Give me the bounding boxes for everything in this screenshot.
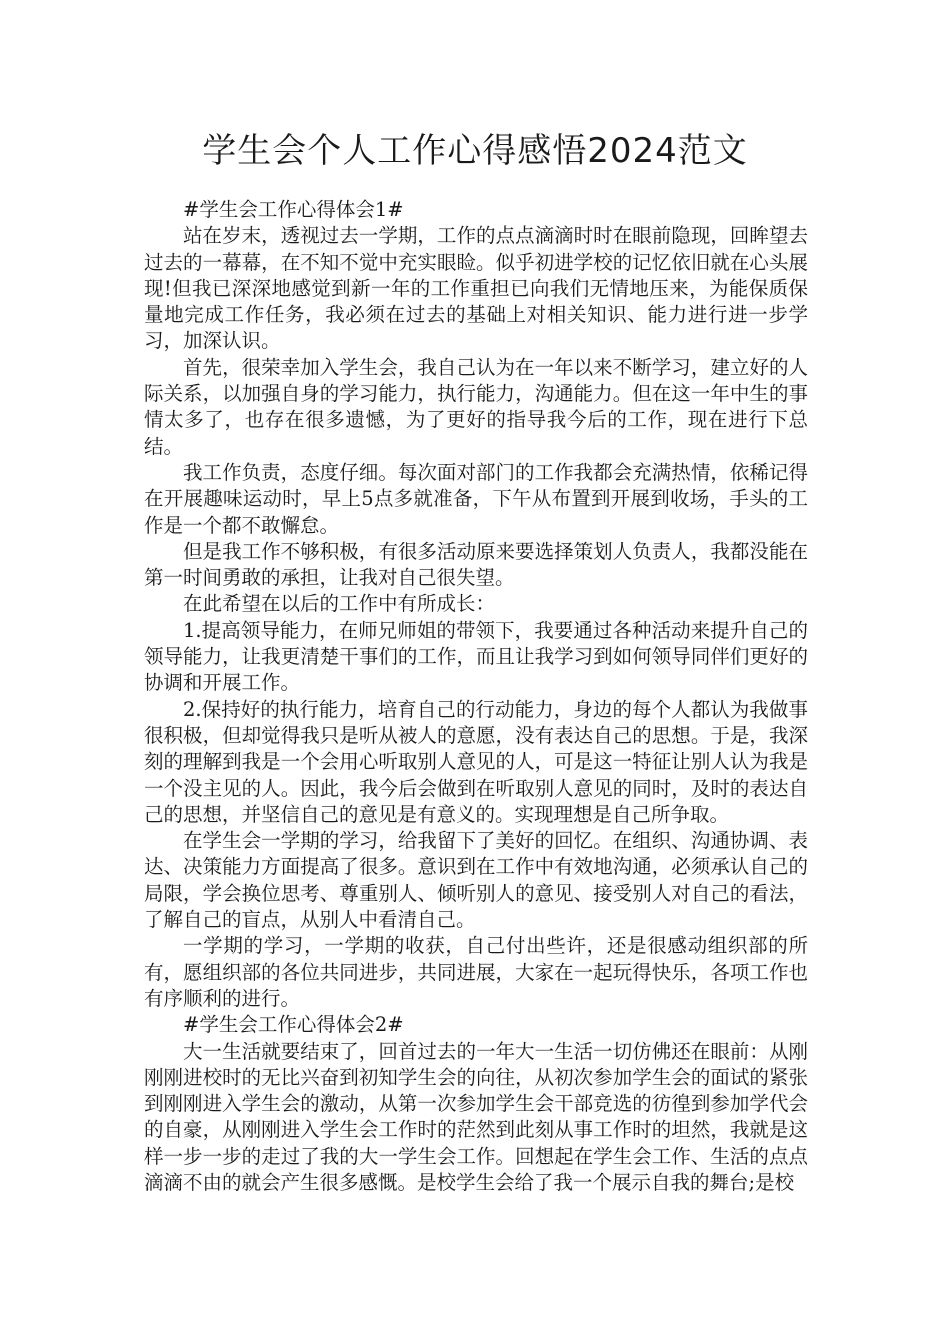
paragraph: 但是我工作不够积极，有很多活动原来要选择策划人负责人，我都没能在第一时间勇敢的承担，让我对自己很失望。	[144, 539, 808, 590]
section-heading-1: #学生会工作心得体会1#	[183, 198, 404, 221]
paragraph: 我工作负责，态度仔细。每次面对部门的工作我都会充满热情，依稀记得在开展趣味运动时，早上5点多就准备，下午从布置到开展到收场，手头的工作是一个都不敢懈怠。	[144, 460, 808, 537]
paragraph: 在学生会一学期的学习，给我留下了美好的回忆。在组织、沟通协调、表达、决策能力方面提高了很多。意识到在工作中有效地沟通，必须承认自己的局限，学会换位思考、尊重别人、倾听别人的意见、接受别人对自己的看法，了解自己的盲点，从别人中看清自己。	[144, 829, 808, 932]
section-heading-2: #学生会工作心得体会2#	[183, 1013, 404, 1037]
paragraph: 在此希望在以后的工作中有所成长：	[183, 592, 496, 616]
document-body	[144, 197, 808, 1196]
document-title: 学生会个人工作心得感悟2024范文	[202, 131, 748, 171]
paragraph: 大一生活就要结束了，回首过去的一年大一生活一切仿佛还在眼前：从刚刚刚进校时的无比兴奋到初知学生会的向往，从初次参加学生会的面试的紧张到刚刚进入学生会的激动，从第一次参加学生会干部竞选的彷徨到参加学代会的自豪，从刚刚进入学生会工作时的茫然到此刻从事工作时的坦然，我就是这样一步一步的走过了我的大一学生会工作。回想起在学生会工作、生活的点点滴滴不由的就会产生很多感慨。是校学生会给了我一个展示自我的舞台;是校	[144, 1039, 808, 1194]
paragraph: 站在岁末，透视过去一学期，工作的点点滴滴时时在眼前隐现，回眸望去过去的一幕幕，在不知不觉中充实眼睑。似乎初进学校的记忆依旧就在心头展现!但我已深深地感觉到新一年的工作重担已向我们无情地压来，为能保质保量地完成工作任务，我必须在过去的基础上对相关知识、能力进行进一步学习，加深认识。	[144, 224, 808, 353]
list-item-2: 2.保持好的执行能力，培育自己的行动能力，身边的每个人都认为我做事很积极，但却觉得我只是听从被人的意愿，没有表达自己的思想。于是，我深刻的理解到我是一个会用心听取别人意见的人，可是这一特征让别人认为我是一个没主见的人。因此，我今后会做到在听取别人意见的同时，及时的表达自己的思想，并坚信自己的意见是有意义的。实现理想是自己所争取。	[144, 697, 808, 826]
paragraph: 一学期的学习，一学期的收获，自己付出些许，还是很感动组织部的所有，愿组织部的各位共同进步，共同进展，大家在一起玩得快乐，各项工作也有序顺利的进行。	[144, 934, 808, 1010]
paragraph: 首先，很荣幸加入学生会，我自己认为在一年以来不断学习，建立好的人际关系，以加强自身的学习能力，执行能力，沟通能力。但在这一年中生的事情太多了，也存在很多遗憾，为了更好的指导我今后的工作，现在进行下总结。	[144, 355, 808, 458]
list-item-1: 1.提高领导能力，在师兄师姐的带领下，我要通过各种活动来提升自己的领导能力，让我更清楚干事们的工作，而且让我学习到如何领导同伴们更好的协调和开展工作。	[144, 618, 808, 695]
